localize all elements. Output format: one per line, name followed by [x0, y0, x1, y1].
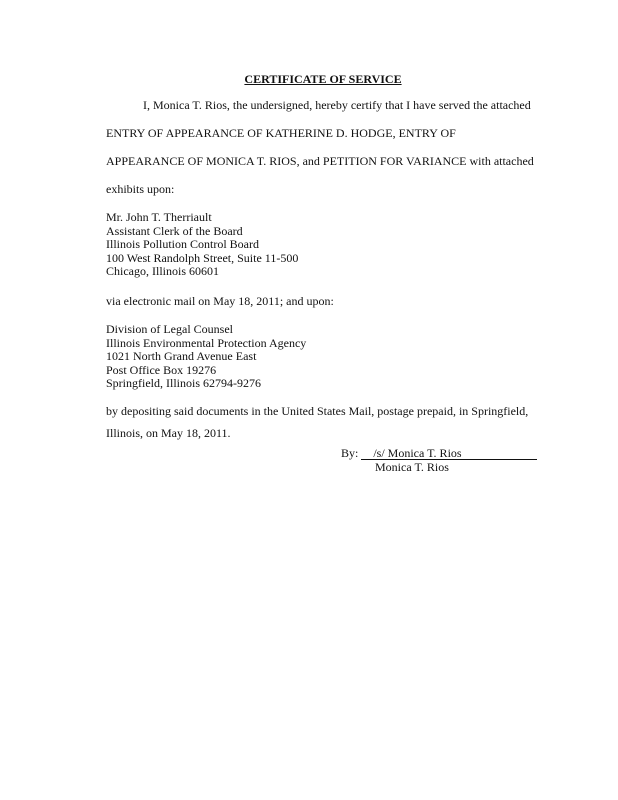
recipient-2-street: 1021 North Grand Avenue East [106, 349, 257, 363]
signature-by-label: By: [341, 446, 359, 460]
exhibits-line: exhibits upon: [106, 182, 175, 196]
via-email-line: via electronic mail on May 18, 2011; and upon: [106, 294, 334, 308]
signature-printed-name: Monica T. Rios [375, 460, 449, 474]
signature-line [341, 447, 537, 461]
recipient-1-city: Chicago, Illinois 60601 [106, 264, 219, 278]
documents-line-1: ENTRY OF APPEARANCE OF KATHERINE D. HODGE, ENTRY OF [106, 126, 456, 140]
recipient-1-title: Assistant Clerk of the Board [106, 223, 243, 238]
signature-signed-name: /s/ Monica T. Rios [373, 446, 462, 460]
document-title: CERTIFICATE OF SERVICE [244, 72, 402, 86]
recipient-address-1 [106, 211, 298, 279]
documents-line-2: APPEARANCE OF MONICA T. RIOS, and PETITION FOR VARIANCE with attached [106, 154, 534, 168]
mail-line-2: Illinois, on May 18, 2011. [106, 426, 231, 440]
recipient-address-2 [106, 323, 306, 391]
signature-field [361, 447, 537, 460]
recipient-2-division: Division of Legal Counsel [106, 322, 233, 336]
recipient-1-name: Mr. John T. Therriault [106, 210, 212, 224]
recipient-1-street: 100 West Randolph Street, Suite 11-500 [106, 250, 299, 265]
intro-line: I, Monica T. Rios, the undersigned, hereby certify that I have served the attached [143, 98, 531, 112]
recipient-1-organization: Illinois Pollution Control Board [106, 237, 260, 251]
recipient-2-city: Springfield, Illinois 62794-9276 [106, 376, 261, 390]
recipient-2-agency: Illinois Environmental Protection Agency [106, 335, 307, 350]
mail-line-1: by depositing said documents in the United States Mail, postage prepaid, in Springfield, [106, 404, 529, 418]
recipient-2-po-box: Post Office Box 19276 [106, 362, 217, 377]
